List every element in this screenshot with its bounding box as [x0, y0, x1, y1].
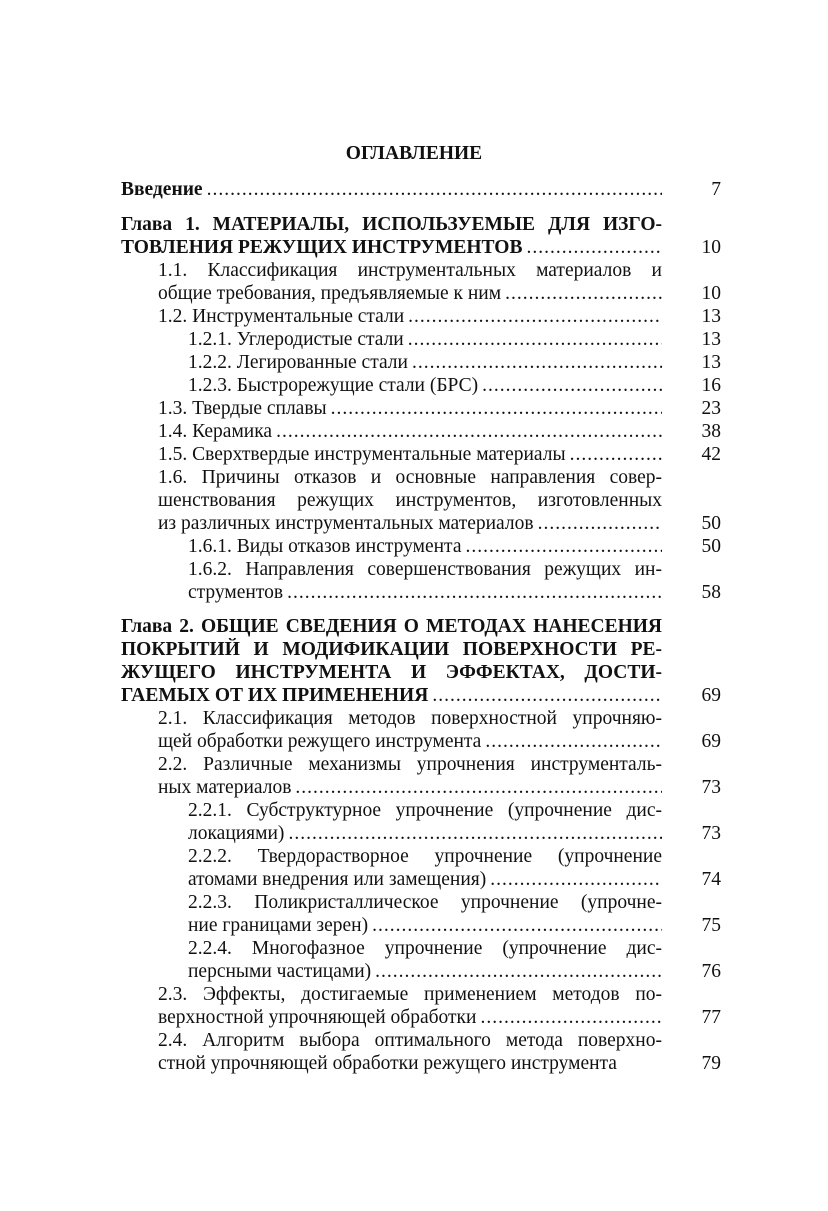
- toc-entry: [121, 328, 721, 351]
- toc-entry-text: из различных инструментальных материалов: [158, 513, 534, 534]
- toc-entry: [121, 420, 721, 443]
- page-number: 13: [701, 329, 721, 350]
- toc-entry-text: 1.6. Причины отказов и основные направления совер-: [158, 467, 662, 488]
- toc-entry-text: локациями): [188, 823, 285, 844]
- toc-entry-text: ЖУЩЕГО ИНСТРУМЕНТА И ЭФФЕКТАХ, ДОСТИ-: [121, 662, 662, 683]
- page-title: ОГЛАВЛЕНИЕ: [345, 143, 483, 164]
- dot-leader: [375, 960, 662, 983]
- toc-entry-text: 1.6.2. Направления совершенствования режущих ин-: [188, 559, 662, 580]
- page-number: 10: [701, 237, 721, 258]
- page-number: 69: [701, 731, 721, 752]
- toc-entry-text: шенствования режущих инструментов, изготовленных: [158, 490, 662, 511]
- toc-entry: [121, 374, 721, 397]
- page-number: 23: [701, 398, 721, 419]
- toc-entry-text: 2.4. Алгоритм выбора оптимального метода поверхно-: [158, 1030, 662, 1051]
- toc-entry-text: ние границами зерен): [188, 915, 369, 936]
- toc-entry-text: 1.2.2. Легированные стали: [188, 352, 408, 373]
- toc-entry: [121, 845, 721, 891]
- toc-entry-text: 2.2. Различные механизмы упрочнения инструменталь-: [158, 754, 662, 775]
- toc-entry-text: ГАЕМЫХ ОТ ИХ ПРИМЕНЕНИЯ: [121, 685, 429, 706]
- page-number: 13: [701, 352, 721, 373]
- dot-leader: [465, 535, 662, 558]
- toc-entry-text: 1.5. Сверхтвердые инструментальные материалы: [158, 444, 566, 465]
- dot-leader: [505, 282, 662, 305]
- toc-entry-text: атомами внедрения или замещения): [188, 869, 487, 890]
- toc-entry: [121, 983, 721, 1029]
- toc-entry-text: 1.2. Инструментальные стали: [158, 306, 405, 327]
- toc-entry-text: щей обработки режущего инструмента: [158, 731, 482, 752]
- toc-entry-text: ПОКРЫТИЙ И МОДИФИКАЦИИ ПОВЕРХНОСТИ РЕ-: [121, 639, 662, 660]
- page-number: 79: [701, 1053, 721, 1074]
- dot-leader: [288, 822, 662, 845]
- toc-entry-text: верхностной упрочняющей обработки: [158, 1007, 477, 1028]
- toc-entry: [121, 351, 721, 374]
- table-of-contents: [121, 178, 721, 1075]
- toc-entry-text: 2.1. Классификация методов поверхностной упрочняю-: [158, 708, 662, 729]
- toc-entry-text: Глава 1. МАТЕРИАЛЫ, ИСПОЛЬЗУЕМЫЕ ДЛЯ ИЗГО-: [121, 214, 662, 235]
- toc-entry-text: общие требования, предъявляемые к ним: [158, 283, 502, 304]
- dot-leader: [295, 776, 662, 799]
- toc-entry-text: стной упрочняющей обработки режущего инструмента: [158, 1053, 617, 1074]
- dot-leader: [482, 374, 662, 397]
- dot-leader: [207, 178, 662, 201]
- dot-leader: [412, 351, 662, 374]
- dot-leader: [570, 443, 662, 466]
- toc-entry-text: 2.2.3. Поликристаллическое упрочнение (упрочне-: [188, 892, 662, 913]
- dot-leader: [490, 868, 662, 891]
- dot-leader: [276, 420, 662, 443]
- toc-entry: [121, 753, 721, 799]
- toc-chapter: [121, 213, 721, 259]
- page-number: 74: [701, 869, 721, 890]
- toc-entry-text: 1.2.1. Углеродистые стали: [188, 329, 404, 350]
- toc-entry-text: ных материалов: [158, 777, 292, 798]
- page-number: 10: [701, 283, 721, 304]
- toc-entry-text: 2.3. Эффекты, достигаемые применением методов по-: [158, 984, 662, 1005]
- dot-leader: [331, 397, 662, 420]
- toc-entry: [121, 259, 721, 305]
- page-number: 69: [701, 685, 721, 706]
- dot-leader: [526, 236, 662, 259]
- page-number: 13: [701, 306, 721, 327]
- page-number: 50: [701, 513, 721, 534]
- page-number: 76: [701, 961, 721, 982]
- toc-entry: [121, 443, 721, 466]
- toc-entry: [121, 466, 721, 535]
- toc-entry: [121, 397, 721, 420]
- toc-entry-text: ТОВЛЕНИЯ РЕЖУЩИХ ИНСТРУМЕНТОВ: [121, 237, 523, 258]
- toc-entry: [121, 178, 721, 201]
- page-number: 38: [701, 421, 721, 442]
- toc-entry-text: 2.2.1. Субструктурное упрочнение (упрочнение дис-: [188, 800, 662, 821]
- dot-leader: [538, 512, 662, 535]
- page-number: 75: [701, 915, 721, 936]
- toc-entry: [121, 1029, 721, 1075]
- dot-leader: [408, 328, 662, 351]
- dot-leader: [432, 684, 662, 707]
- toc-entry-text: 1.1. Классификация инструментальных материалов и: [158, 260, 662, 281]
- toc-entry-text: Введение: [121, 179, 203, 200]
- toc-chapter: [121, 615, 721, 707]
- toc-entry-text: 2.2.2. Твердорастворное упрочнение (упрочнение: [188, 846, 662, 867]
- toc-entry: [121, 558, 721, 604]
- dot-leader: [287, 581, 662, 604]
- page-number: 73: [701, 823, 721, 844]
- toc-entry-text: 1.3. Твердые сплавы: [158, 398, 327, 419]
- toc-entry-text: 2.2.4. Многофазное упрочнение (упрочнение дис-: [188, 938, 662, 959]
- dot-leader: [408, 305, 662, 328]
- toc-entry: [121, 305, 721, 328]
- page-number: 73: [701, 777, 721, 798]
- toc-entry-text: 1.2.3. Быстрорежущие стали (БРС): [188, 375, 479, 396]
- toc-entry-text: струментов: [188, 582, 284, 603]
- dot-leader: [372, 914, 662, 937]
- toc-entry: [121, 937, 721, 983]
- page-number: 42: [701, 444, 721, 465]
- page-number: 7: [711, 179, 721, 200]
- page-number: 50: [701, 536, 721, 557]
- toc-entry: [121, 799, 721, 845]
- toc-entry-text: 1.4. Керамика: [158, 421, 273, 442]
- dot-leader: [485, 730, 662, 753]
- toc-entry: [121, 891, 721, 937]
- page-number: 77: [701, 1007, 721, 1028]
- toc-entry-text: 1.6.1. Виды отказов инструмента: [188, 536, 462, 557]
- toc-entry: [121, 535, 721, 558]
- page-number: 58: [701, 582, 721, 603]
- toc-entry-text: Глава 2. ОБЩИЕ СВЕДЕНИЯ О МЕТОДАХ НАНЕСЕНИЯ: [121, 616, 662, 637]
- toc-entry: [121, 707, 721, 753]
- page-number: 16: [701, 375, 721, 396]
- toc-entry-text: персными частицами): [188, 961, 372, 982]
- dot-leader: [480, 1006, 662, 1029]
